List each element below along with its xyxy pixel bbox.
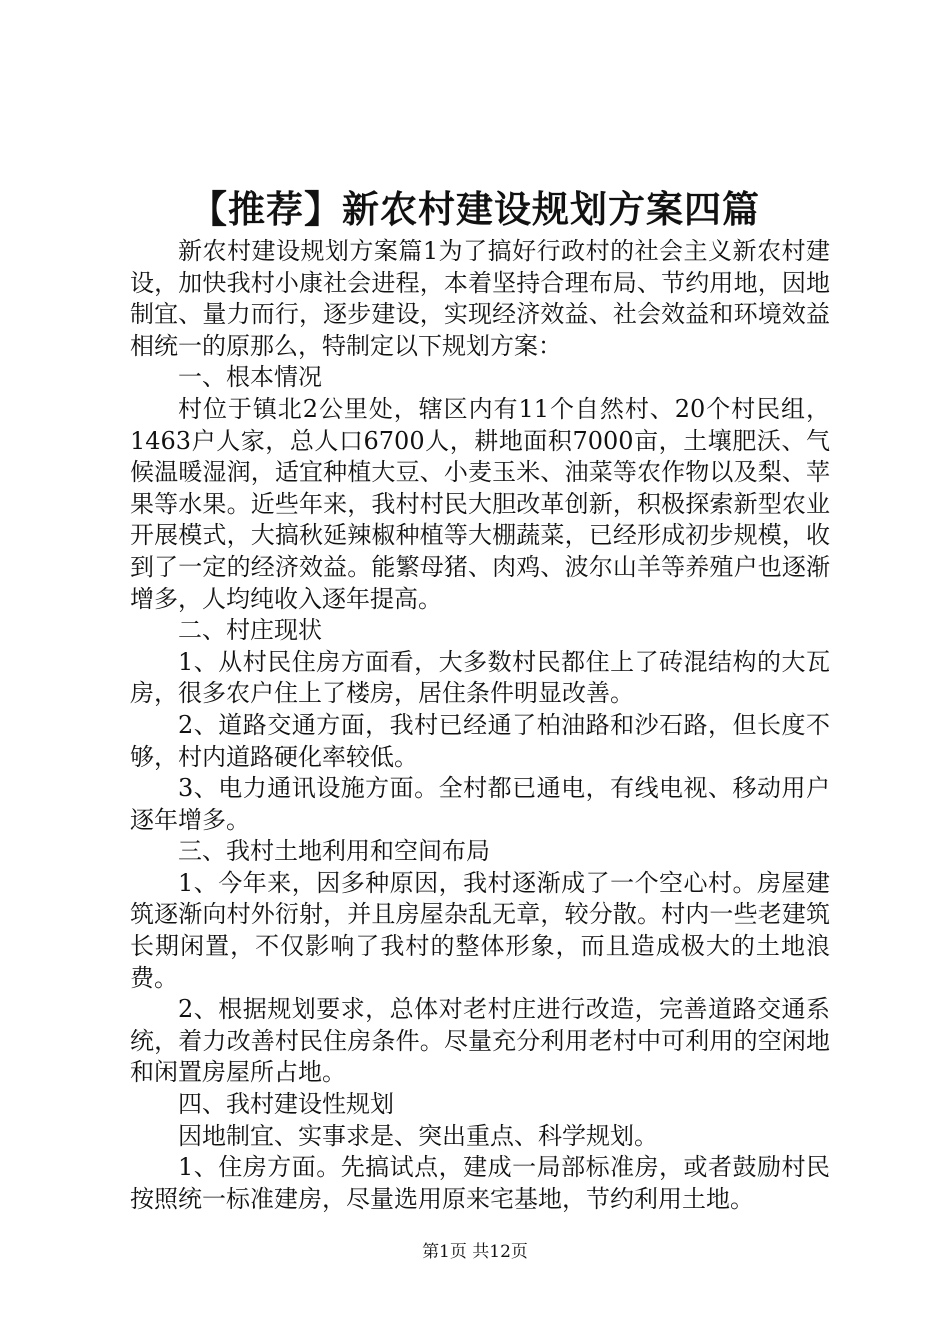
heading-land-use: 三、我村土地利用和空间布局 [178, 837, 490, 866]
paragraph-power-telecom: 3、电力通讯设施方面。全村都已通电，有线电视、移动用户逐年增多。 [130, 774, 830, 834]
heading-construction-plan: 四、我村建设性规划 [178, 1090, 394, 1119]
paragraph-hollow-village: 1、今年来，因多种原因，我村逐渐成了一个空心村。房屋建筑逐渐向村外衍射，并且房屋杂乱无章，较分散。村内一些老建筑长期闲置，不仅影响了我村的整体形象，而且造成极大的土地浪费。 [130, 868, 830, 992]
paragraph-principles: 因地制宜、实事求是、突出重点、科学规划。 [178, 1121, 658, 1150]
paragraph-housing-plan: 1、住房方面。先搞试点，建成一局部标准房，或者鼓励村民按照统一标准建房，尽量选用原来宅基地，节约利用土地。 [130, 1153, 830, 1213]
document-title: 【推荐】新农村建设规划方案四篇 [190, 187, 760, 231]
paragraph-basic-situation: 村位于镇北2公里处，辖区内有11个自然村、20个村民组，1463户人家，总人口6700人，耕地面积7000亩，土壤肥沃、气候温暖湿润，适宜种植大豆、小麦玉米、油菜等农作物以及梨、苹果等水果。近些年来，我村村民大胆改革创新，积极探索新型农业开展模式，大搞秋延辣椒种植等大棚蔬菜，已经形成初步规模，收到了一定的经济效益。能繁母猪、肉鸡、波尔山羊等养殖户也逐渐增多，人均纯收入逐年提高。 [130, 394, 830, 613]
paragraph-intro: 新农村建设规划方案篇1为了搞好行政村的社会主义新农村建设，加快我村小康社会进程，本着坚持合理布局、节约用地，因地制宜、量力而行，逐步建设，实现经济效益、社会效益和环境效益相统一的原那么，特制定以下规划方案： [130, 237, 830, 360]
heading-village-status: 二、村庄现状 [178, 616, 322, 645]
document-body [130, 236, 830, 1215]
paragraph-housing: 1、从村民住房方面看，大多数村民都住上了砖混结构的大瓦房，很多农户住上了楼房，居住条件明显改善。 [130, 647, 830, 708]
heading-basic-situation: 一、根本情况 [178, 363, 322, 392]
paragraph-renovation: 2、根据规划要求，总体对老村庄进行改造，完善道路交通系统，着力改善村民住房条件。尽量充分利用老村中可利用的空闲地和闲置房屋所占地。 [130, 995, 830, 1087]
paragraph-roads: 2、道路交通方面，我村已经通了柏油路和沙石路，但长度不够，村内道路硬化率较低。 [130, 710, 830, 771]
page-footer: 第1页 共12页 [422, 1242, 528, 1262]
